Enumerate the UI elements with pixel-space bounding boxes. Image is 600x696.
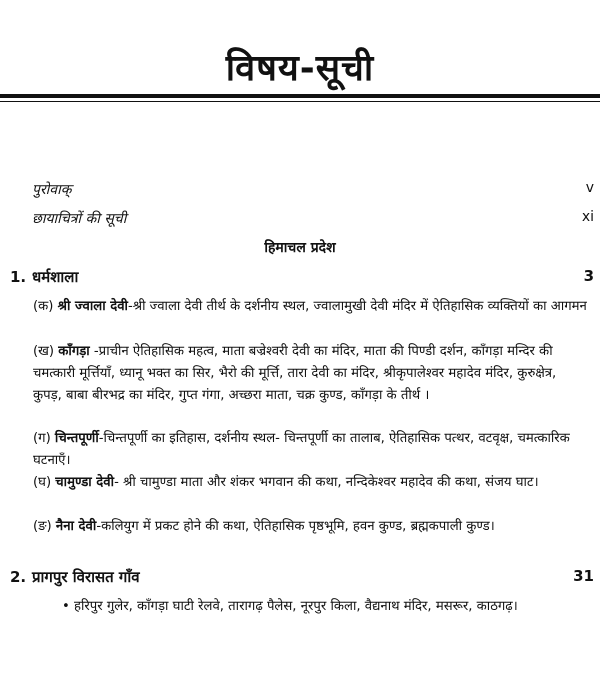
toc-bullet-entry[interactable] xyxy=(62,596,592,618)
bullet-icon: • xyxy=(62,599,70,614)
entry-marker: (घ) xyxy=(33,475,52,490)
entry-text: - श्री चामुण्डा माता और शंकर भगवान की कथा, नन्दिकेश्वर महादेव की कथा, संजय घाट। xyxy=(114,475,539,490)
front-matter-item[interactable] xyxy=(32,209,594,228)
page-title: विषय-सूची xyxy=(225,48,375,89)
entry-marker: (ख) xyxy=(33,344,55,359)
toc-entry[interactable] xyxy=(33,428,589,472)
chapter-page: 31 xyxy=(573,567,594,585)
entry-head: चामुण्डा देवी xyxy=(55,475,115,490)
front-matter-page: xi xyxy=(581,209,594,225)
toc-entry[interactable] xyxy=(33,341,589,407)
entry-text: -श्री ज्वाला देवी तीर्थ के दर्शनीय स्थल, ज्वालामुखी देवी मंदिर में ऐतिहासिक व्यक्तियों का आगमन xyxy=(127,299,587,314)
entry-head: श्री ज्वाला देवी xyxy=(57,299,128,314)
chapter-page: 3 xyxy=(583,267,594,285)
entry-head: चिन्तपूर्णी xyxy=(54,431,99,446)
entry-head: नैना देवी xyxy=(55,519,97,534)
chapter-title: धर्मशाला xyxy=(32,268,79,286)
entry-text: -चिन्तपूर्णी का इतिहास, दर्शनीय स्थल- चिन्तपूर्णी का तालाब, ऐतिहासिक पत्थर, वटवृक्ष, चमत्कारिक घटनाएँ। xyxy=(33,431,570,468)
chapter-heading[interactable] xyxy=(10,267,594,287)
entry-text: -कलियुग में प्रकट होने की कथा, ऐतिहासिक पृष्ठभूमि, हवन कुण्ड, ब्रह्मकपाली कुण्ड। xyxy=(96,519,495,534)
chapter-number: 1. xyxy=(10,268,27,286)
region-heading: हिमाचल प्रदेश xyxy=(264,240,336,256)
entry-marker: (ङ) xyxy=(33,519,52,534)
front-matter-label: छायाचित्रों की सूची xyxy=(32,211,127,227)
entry-text: -प्राचीन ऐतिहासिक महत्व, माता बज्रेश्वरी देवी का मंदिर, माता की पिण्डी दर्शन, काँगड़ा मन्दिर की चमत्कारी मूर्त्तियाँ, ध्यानू भक्त का सिर, भैरो की मूर्त्ति, तारा देवी का मंदिर, श्रीकृपालेश्वर महादेव मंदिर, कुरुक्षेत्र, कुपड़, बाबा बीरभद्र का मंदिर, गुप्त गंगा, अच्छरा माता, चक्र कुण्ड, काँगड़ा के तीर्थ । xyxy=(33,344,557,403)
front-matter-page: v xyxy=(585,180,594,196)
title-rule-thin xyxy=(0,101,600,102)
chapter-number: 2. xyxy=(10,568,27,586)
toc-entry[interactable] xyxy=(33,296,589,318)
chapter-title: प्रागपुर विरासत गाँव xyxy=(32,568,140,586)
title-rule-thick xyxy=(0,94,600,98)
front-matter-label: पुरोवाक् xyxy=(32,182,72,198)
front-matter-item[interactable] xyxy=(32,180,594,199)
entry-marker: (क) xyxy=(33,299,54,314)
entry-marker: (ग) xyxy=(33,431,51,446)
toc-entry[interactable] xyxy=(33,516,589,538)
entry-head: काँगड़ा xyxy=(58,344,90,359)
chapter-heading[interactable] xyxy=(10,567,594,587)
toc-entry[interactable] xyxy=(33,472,589,494)
bullet-text: हरिपुर गुलेर, काँगड़ा घाटी रेलवे, तारागढ़ पैलेस, नूरपुर किला, वैद्यनाथ मंदिर, मसरूर, काठगढ़। xyxy=(73,599,518,614)
